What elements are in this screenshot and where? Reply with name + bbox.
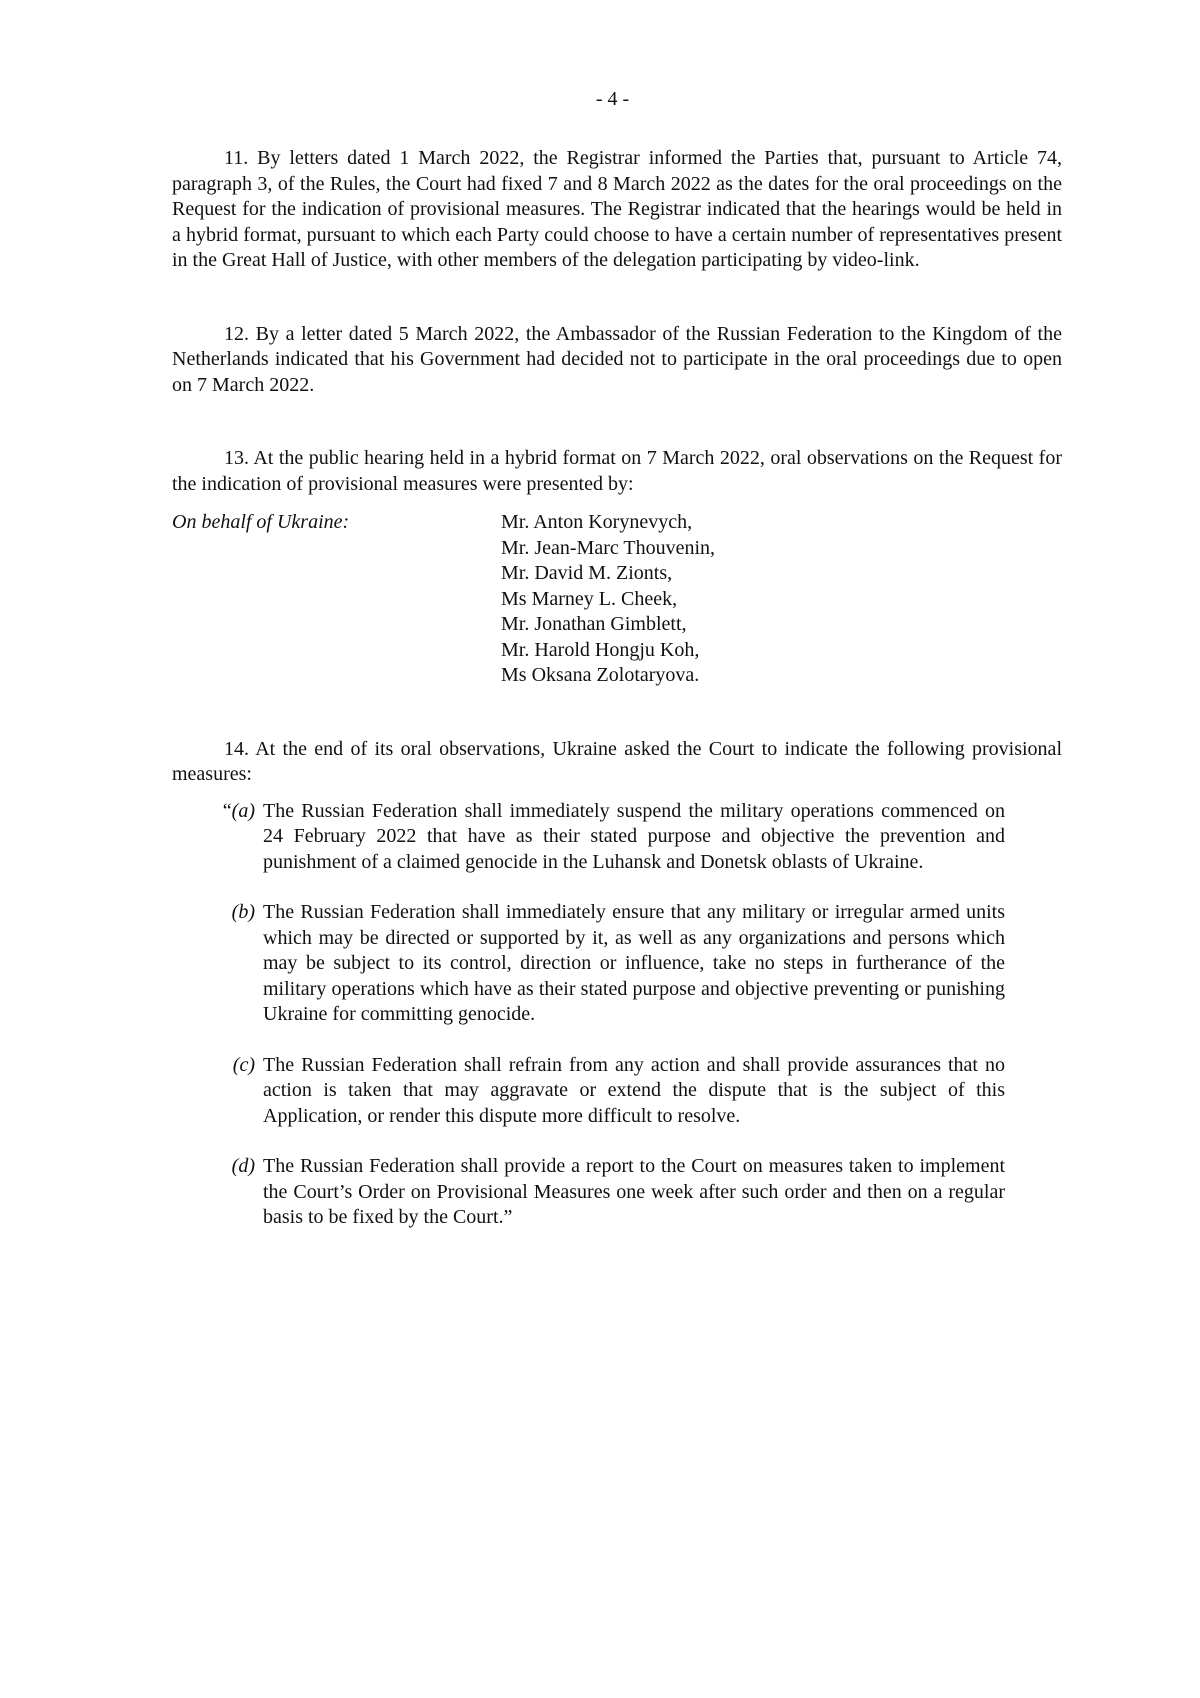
page-number: - 4 - — [595, 88, 630, 110]
paragraph-14: 14. At the end of its oral observations, Ukraine asked the Court to indicate the following provisional measures: — [172, 737, 1062, 785]
provisional-measures-list — [172, 799, 1062, 1231]
measure-marker — [172, 1053, 263, 1130]
paragraph-12: 12. By a letter dated 5 March 2022, the Ambassador of the Russian Federation to the Kingdom of the Netherlands indicated that his Government had decided not to participate in the oral proceedings due to open on 7 March 2022. — [172, 322, 1062, 396]
measure-marker — [172, 1154, 263, 1231]
measure-text: The Russian Federation shall immediately ensure that any military or irregular armed units which may be directed or supported by it, as well as any organizations and persons which may be subject to its control, direction or influence, take no steps in furtherance of the military operations which have as their stated purpose and objective preventing or punishing Ukraine for committing genocide. — [263, 901, 1005, 1025]
speaker-name: Mr. Harold Hongju Koh, — [501, 638, 700, 661]
speaker-list — [501, 510, 715, 689]
document-body — [172, 146, 1062, 1256]
measure-letter: (b) — [231, 901, 255, 923]
behalf-label: On behalf of Ukraine: — [172, 511, 350, 533]
speaker-name: Mr. David M. Zionts, — [501, 562, 673, 584]
speaker-name: Ms Marney L. Cheek, — [501, 587, 678, 610]
speaker-name: Ms Oksana Zolotaryova. — [501, 664, 700, 686]
behalf-of-ukraine-block — [172, 510, 1062, 689]
measure-letter: (c) — [232, 1053, 255, 1076]
speaker-name: Mr. Jonathan Gimblett, — [501, 613, 687, 635]
measure-text: The Russian Federation shall immediately suspend the military operations commenced on 24 February 2022 that have as their stated purpose and objective the prevention and punishment of a claimed genocide in the Luhansk and Donetsk oblasts of Ukraine. — [263, 799, 1005, 873]
paragraph-13: 13. At the public hearing held in a hybrid format on 7 March 2022, oral observations on the Request for the indication of provisional measures were presented by: — [172, 447, 1062, 495]
measure-text: The Russian Federation shall provide a report to the Court on measures taken to implement the Court’s Order on Provisional Measures one week after such order and then on a regular basis to be fixed by the Court.” — [263, 1155, 1005, 1228]
measure-item-c — [172, 1053, 1005, 1130]
measure-text: The Russian Federation shall refrain from any action and shall provide assurances that no action is taken that may aggravate or extend the dispute that is the subject of this Application, or render this dispute more difficult to resolve. — [263, 1053, 1005, 1127]
measure-letter: (d) — [231, 1155, 255, 1177]
measure-marker — [172, 900, 263, 1028]
open-quote: “ — [222, 799, 232, 822]
speaker-name: Mr. Jean-Marc Thouvenin, — [501, 536, 716, 559]
paragraph-11: 11. By letters dated 1 March 2022, the Registrar informed the Parties that, pursuant to Article 74, paragraph 3, of the Rules, the Court had fixed 7 and 8 March 2022 as the dates for the oral proceedings on the Request for the indication of provisional measures. The Registrar indicated that the hearings would be held in a hybrid format, pursuant to which each Party could choose to have a certain number of representatives present in the Great Hall of Justice, with other members of the delegation participating by video-link. — [172, 147, 1062, 271]
measure-marker — [172, 799, 263, 876]
measure-item-b — [172, 900, 1005, 1028]
measure-letter: (a) — [231, 799, 255, 822]
speaker-name: Mr. Anton Korynevych, — [501, 511, 693, 533]
measure-item-d — [172, 1154, 1005, 1231]
measure-item-a — [172, 799, 1005, 876]
